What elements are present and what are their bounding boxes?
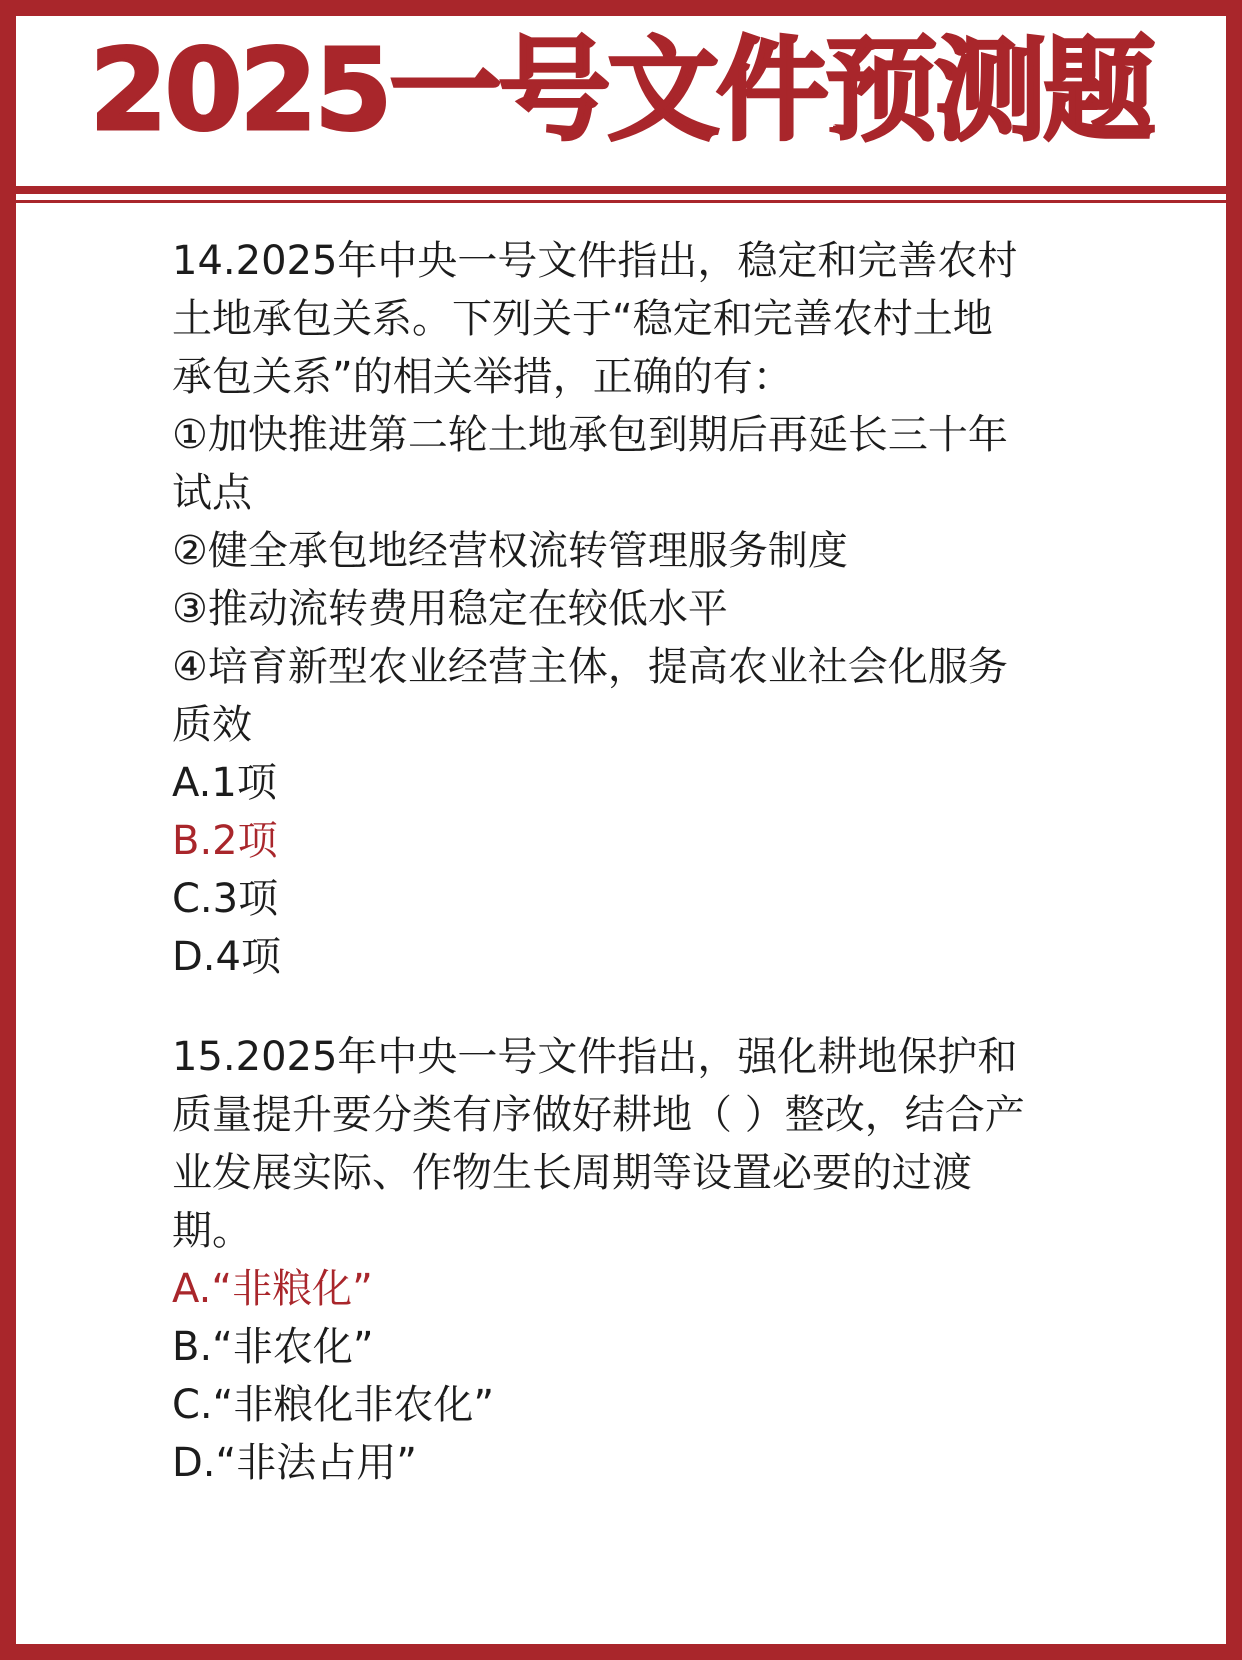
question-spacer	[172, 986, 1072, 1028]
statement-line: ①加快推进第二轮土地承包到期后再延长三十年	[172, 412, 1008, 458]
title-divider-thick	[16, 186, 1226, 194]
statement-line: ②健全承包地经营权流转管理服务制度	[172, 528, 848, 574]
option-c: C.“非粮化非农化”	[172, 1382, 495, 1428]
question-stem-line: 承包关系”的相关举措，正确的有：	[172, 354, 793, 400]
statement-line: 质效	[172, 702, 252, 748]
page-title: 2025一号文件预测题	[89, 26, 1153, 156]
question-stem-line: 期。	[172, 1208, 252, 1254]
question-14	[172, 232, 1072, 986]
question-15	[172, 1028, 1072, 1492]
question-stem-line: 土地承包关系。下列关于“稳定和完善农村土地	[172, 296, 993, 342]
option-b: B.“非农化”	[172, 1324, 374, 1370]
statement-line: 试点	[172, 470, 252, 516]
statement-line: ④培育新型农业经营主体，提高农业社会化服务	[172, 644, 1008, 690]
option-b-correct-answer: B.2项	[172, 818, 278, 864]
option-d: D.4项	[172, 934, 281, 980]
question-content	[172, 232, 1072, 1492]
option-a: A.1项	[172, 760, 277, 806]
question-stem-line: 质量提升要分类有序做好耕地（ ）整改，结合产	[172, 1092, 1025, 1138]
title-divider-thin	[16, 200, 1226, 203]
option-d: D.“非法占用”	[172, 1440, 417, 1486]
question-stem-line: 15.2025年中央一号文件指出，强化耕地保护和	[172, 1034, 1018, 1080]
statement-line: ③推动流转费用稳定在较低水平	[172, 586, 728, 632]
option-a-correct-answer: A.“非粮化”	[172, 1266, 373, 1312]
option-c: C.3项	[172, 876, 279, 922]
question-stem-line: 业发展实际、作物生长周期等设置必要的过渡	[172, 1150, 972, 1196]
question-stem-line: 14.2025年中央一号文件指出，稳定和完善农村	[172, 238, 1018, 284]
